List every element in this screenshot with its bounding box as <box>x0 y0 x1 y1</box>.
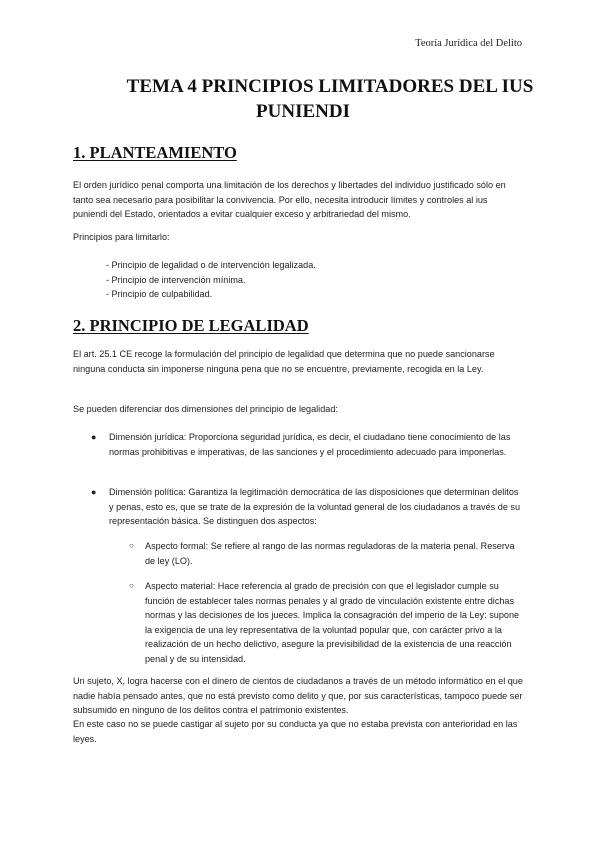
conclusion-paragraph: En este caso no se puede castigar al sujeto por su conducta ya que no estaba prevista con anterioridad en las leyes. <box>73 719 518 744</box>
bullet-dimension-juridica <box>91 430 523 459</box>
list-item: - Principio de culpabilidad. <box>106 289 213 300</box>
planteamiento-paragraph: El orden jurídico penal comporta una limitación de los derechos y libertades del individuo justificado sólo en tanto sea necesario para posibilitar la convivencia. Por ello, necesita introducir límites y controles al ius puniendi del Estado, orientados a evitar cualquier exceso y arbitrariedad del mismo. <box>73 180 506 220</box>
page-title <box>0 74 600 124</box>
list-item: - Principio de intervención mínima. <box>106 274 246 285</box>
sub-bullet-aspecto-formal <box>129 539 523 568</box>
bullet-text: Dimensión jurídica: Proporciona seguridad jurídica, es decir, el ciudadano tiene conocimiento de las normas prohibitivas e imperativas, de las sanciones y el procedimiento adecuado para imponerlas. <box>109 432 511 457</box>
principles-list <box>106 258 316 302</box>
bullet-icon: ● <box>91 432 97 442</box>
section-heading-legalidad: 2. PRINCIPIO DE LEGALIDAD <box>73 316 309 335</box>
page-title-line2: PUNIENDI <box>256 101 350 122</box>
section-heading-planteamiento: 1. PLANTEAMIENTO <box>73 143 237 162</box>
bullet-icon: ● <box>91 487 97 497</box>
bullet-text: Dimensión política: Garantiza la legitimación democrática de las disposiciones que determinan delitos y penas, esto es, que se trate de la expresión de la voluntad general de los ciudadanos a través de su representación básica. Se distinguen dos aspectos: <box>109 487 521 527</box>
bullet-dimension-politica <box>91 485 523 529</box>
sub-bullet-text: Aspecto material: Hace referencia al grado de precisión con que el legislador cumple su función de establecer tales normas penales y al grado de vinculación existente entre dichas normas y las decisiones de los jueces. Implica la consagración del imperio de la Ley: supone la exigencia de una ley representativa de la voluntad popular que, con carácter privo a la realización de un hecho delictivo, asegure la previsibilidad de la existencia de una reacción penal y de su intensidad. <box>145 581 520 664</box>
circle-bullet-icon: ○ <box>129 581 134 590</box>
dimensions-label: Se pueden diferenciar dos dimensiones del principio de legalidad: <box>73 404 338 414</box>
example-paragraph: Un sujeto, X, logra hacerse con el dinero de cientos de ciudadanos a través de un método informático en el que nadie había pensado antes, que no está previsto como delito y que, por sus características, tampoco puede ser subsumido en ninguno de los delitos contra el patrimonio existentes. <box>73 676 523 716</box>
sub-bullet-aspecto-material <box>129 579 523 667</box>
sub-bullet-text: Aspecto formal: Se refiere al rango de las normas reguladoras de la materia penal. Reserva de ley (LO). <box>145 541 515 566</box>
list-item: - Principio de legalidad o de intervención legalizada. <box>106 260 316 270</box>
running-header: Teoría Jurídica del Delito <box>415 38 522 49</box>
legalidad-intro-paragraph: El art. 25.1 CE recoge la formulación del principio de legalidad que determina que no puede sancionarse ninguna conducta sin imponerse ninguna pena que no se encuentre, previamente, recogida en la Ley. <box>73 349 495 374</box>
principles-label: Principios para limitarlo: <box>73 232 170 242</box>
circle-bullet-icon: ○ <box>129 541 134 550</box>
page-title-line1: TEMA 4 PRINCIPIOS LIMITADORES DEL IUS <box>126 76 534 97</box>
